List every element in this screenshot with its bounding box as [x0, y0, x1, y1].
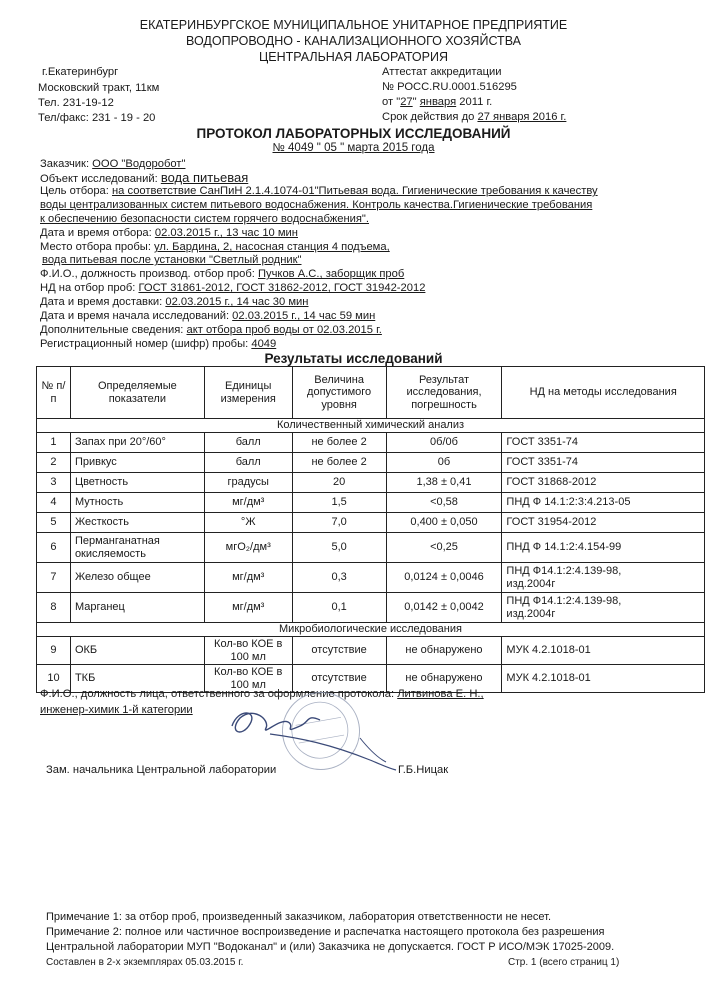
sampling-datetime: Дата и время отбора: 02.03.2015 г., 13 час 10 мин: [40, 227, 298, 239]
row-indicator: ТКБ: [70, 665, 204, 693]
row-method: ГОСТ 31868-2012: [502, 473, 705, 493]
row-unit-line2: 100 мл: [230, 678, 266, 691]
row-limit: 0,3: [292, 563, 386, 593]
row-result: 0б: [386, 453, 502, 473]
row-unit-line2: 100 мл: [230, 650, 266, 663]
row-method-line2: изд.2004г: [506, 577, 556, 590]
address-city: г.Екатеринбург: [42, 66, 119, 78]
table-header-row: [37, 367, 705, 419]
table-row: [37, 493, 705, 513]
row-indicator: Жесткость: [70, 513, 204, 533]
registration-number: Регистрационный номер (шифр) пробы: 4049: [40, 338, 277, 350]
row-method-line1: ПНД Ф14.1:2:4.139-98,: [506, 565, 622, 577]
table-row: [37, 563, 705, 593]
row-limit: 7,0: [292, 513, 386, 533]
customer-field: Заказчик: ООО "Водоробот": [40, 158, 186, 170]
row-result: 0б/0б: [386, 433, 502, 453]
table-row: [37, 593, 705, 623]
address-street: Московский тракт, 11км: [38, 82, 160, 94]
results-table: [36, 366, 705, 693]
note-2-line2: Центральной лаборатории МУП "Водоканал" и (или) Заказчика не допускается. ГОСТ Р ИСО/МЭК 17025-2009.: [46, 941, 615, 953]
row-limit: отсутствие: [292, 665, 386, 693]
accreditation-validity: Срок действия до 27 января 2016 г.: [382, 111, 567, 123]
row-indicator: Цветность: [70, 473, 204, 493]
section-title: Количественный химический анализ: [37, 419, 705, 433]
row-unit: балл: [204, 433, 292, 453]
section-title: Микробиологические исследования: [37, 623, 705, 637]
accreditation-date: от "27" января 2011 г.: [382, 96, 493, 108]
results-title: Результаты исследований: [264, 351, 443, 366]
footer-copies: Составлен в 2-х экземплярах 05.03.2015 г.: [46, 957, 244, 968]
note-2-line1: Примечание 2: полное или частичное воспроизведение и распечатка настоящего протокола без разрешения: [46, 926, 605, 938]
row-number: 5: [37, 513, 71, 533]
row-unit: градусы: [204, 473, 292, 493]
accreditation-line1: Аттестат аккредитации: [382, 66, 502, 78]
row-number: 2: [37, 453, 71, 473]
accreditation-number: № РОСС.RU.0001.516295: [382, 81, 517, 93]
col-header-limit: Величина допустимого уровня: [292, 367, 386, 419]
row-result: <0,25: [386, 533, 502, 563]
section-row-micro: [37, 623, 705, 637]
table-row: [37, 513, 705, 533]
row-unit: °Ж: [204, 513, 292, 533]
row-number: 7: [37, 563, 71, 593]
org-name-line1: ЕКАТЕРИНБУРГСКОЕ МУНИЦИПАЛЬНОЕ УНИТАРНОЕ ПРЕДПРИЯТИЕ: [139, 18, 568, 32]
row-number: 10: [37, 665, 71, 693]
purpose-field: Цель отбора: на соответствие СанПиН 2.1.4.1074-01"Питьевая вода. Гигиенические требования к качеству: [40, 185, 598, 197]
row-indicator-line1: Перманганатная: [74, 535, 160, 547]
row-limit: 1,5: [292, 493, 386, 513]
row-method: МУК 4.2.1018-01: [502, 665, 705, 693]
signatory-title: Зам. начальника Центральной лаборатории: [46, 764, 277, 776]
row-method: ГОСТ 31954-2012: [502, 513, 705, 533]
row-method: ГОСТ 3351-74: [502, 433, 705, 453]
table-row: [37, 473, 705, 493]
purpose-line3: к обеспечению безопасности систем горячего водоснабжения".: [40, 213, 370, 225]
row-number: 1: [37, 433, 71, 453]
row-number: 6: [37, 533, 71, 563]
responsible-person: Ф.И.О., должность лица, ответственного за оформление протокола: Литвинова Е. Н.,: [40, 688, 484, 700]
analysis-start: Дата и время начала исследований: 02.03.2015 г., 14 час 59 мин: [40, 310, 376, 322]
row-limit: 5,0: [292, 533, 386, 563]
row-unit-line1: Кол-во КОЕ в: [214, 638, 283, 650]
row-unit: мг/дм³: [204, 493, 292, 513]
row-limit: 0,1: [292, 593, 386, 623]
row-number: 8: [37, 593, 71, 623]
row-limit: 20: [292, 473, 386, 493]
row-result: <0,58: [386, 493, 502, 513]
row-indicator: Железо общее: [70, 563, 204, 593]
object-field: Объект исследований: вода питьевая: [40, 170, 249, 185]
row-result: не обнаружено: [386, 665, 502, 693]
protocol-number: № 4049 " 05 " марта 2015 года: [272, 142, 435, 154]
row-number: 4: [37, 493, 71, 513]
row-indicator-line2: окисляемость: [74, 547, 146, 560]
signatory-name: Г.Б.Ницак: [398, 764, 449, 776]
row-method: [502, 593, 705, 623]
row-indicator: Запах при 20°/60°: [70, 433, 204, 453]
row-result: 0,0124 ± 0,0046: [386, 563, 502, 593]
row-limit: не более 2: [292, 453, 386, 473]
row-unit-line1: Кол-во КОЕ в: [214, 666, 283, 678]
table-row: [37, 533, 705, 563]
sampling-place-line2: вода питьевая после установки "Светлый родник": [42, 254, 302, 266]
row-method: ПНД Ф 14.1:2:3:4.213-05: [502, 493, 705, 513]
sampling-standard: НД на отбор проб: ГОСТ 31861-2012, ГОСТ 31862-2012, ГОСТ 31942-2012: [40, 282, 426, 294]
sampling-place: Место отбора пробы: ул. Бардина, 2, насосная станция 4 подъема,: [40, 241, 390, 253]
row-indicator: ОКБ: [70, 637, 204, 665]
row-method: МУК 4.2.1018-01: [502, 637, 705, 665]
responsible-position: инженер-химик 1-й категории: [40, 704, 193, 716]
row-limit: отсутствие: [292, 637, 386, 665]
row-limit: не более 2: [292, 433, 386, 453]
row-indicator: [70, 533, 204, 563]
row-number: 9: [37, 637, 71, 665]
row-result: 0,0142 ± 0,0042: [386, 593, 502, 623]
row-method: [502, 563, 705, 593]
table-row: [37, 433, 705, 453]
row-unit: мг/дм³: [204, 563, 292, 593]
row-number: 3: [37, 473, 71, 493]
col-header-number: № п/п: [37, 367, 71, 419]
row-unit: балл: [204, 453, 292, 473]
row-unit: [204, 637, 292, 665]
footer-page: Стр. 1 (всего страниц 1): [508, 957, 620, 968]
col-header-method: НД на методы исследования: [502, 367, 705, 419]
purpose-line2: воды централизованных систем питьевого водоснабжения. Контроль качества.Гигиенические требования: [40, 199, 593, 211]
table-row: [37, 453, 705, 473]
section-row-chemical: [37, 419, 705, 433]
org-name-line2: ВОДОПРОВОДНО - КАНАЛИЗАЦИОННОГО ХОЗЯЙСТВА: [186, 34, 521, 48]
row-method-line1: ПНД Ф14.1:2:4.139-98,: [506, 595, 622, 607]
row-method: ГОСТ 3351-74: [502, 453, 705, 473]
org-name-line3: ЦЕНТРАЛЬНАЯ ЛАБОРАТОРИЯ: [259, 50, 448, 64]
sampler-field: Ф.И.О., должность производ. отбор проб: Пучков А.С., заборщик проб: [40, 268, 405, 280]
row-unit: мгО₂/дм³: [204, 533, 292, 563]
protocol-title: ПРОТОКОЛ ЛАБОРАТОРНЫХ ИССЛЕДОВАНИЙ: [196, 126, 511, 141]
row-method: ПНД Ф 14.1:2:4.154-99: [502, 533, 705, 563]
row-result: 0,400 ± 0,050: [386, 513, 502, 533]
col-header-indicator: Определяемые показатели: [70, 367, 204, 419]
row-method-line2: изд.2004г: [506, 607, 556, 620]
row-indicator: Марганец: [70, 593, 204, 623]
address-fax: Тел/факс: 231 - 19 - 20: [38, 112, 156, 124]
col-header-result: Результат исследования, погрешность: [386, 367, 502, 419]
note-1: Примечание 1: за отбор проб, произведенный заказчиком, лаборатория ответственности не несет.: [46, 911, 552, 923]
additional-info: Дополнительные сведения: акт отбора проб воды от 02.03.2015 г.: [40, 324, 382, 336]
row-result: 1,38 ± 0,41: [386, 473, 502, 493]
col-header-unit: Единицы измерения: [204, 367, 292, 419]
row-indicator: Привкус: [70, 453, 204, 473]
delivery-datetime: Дата и время доставки: 02.03.2015 г., 14 час 30 мин: [40, 296, 309, 308]
table-row: [37, 637, 705, 665]
row-indicator: Мутность: [70, 493, 204, 513]
row-unit: мг/дм³: [204, 593, 292, 623]
address-phone: Тел. 231-19-12: [38, 97, 114, 109]
row-result: не обнаружено: [386, 637, 502, 665]
